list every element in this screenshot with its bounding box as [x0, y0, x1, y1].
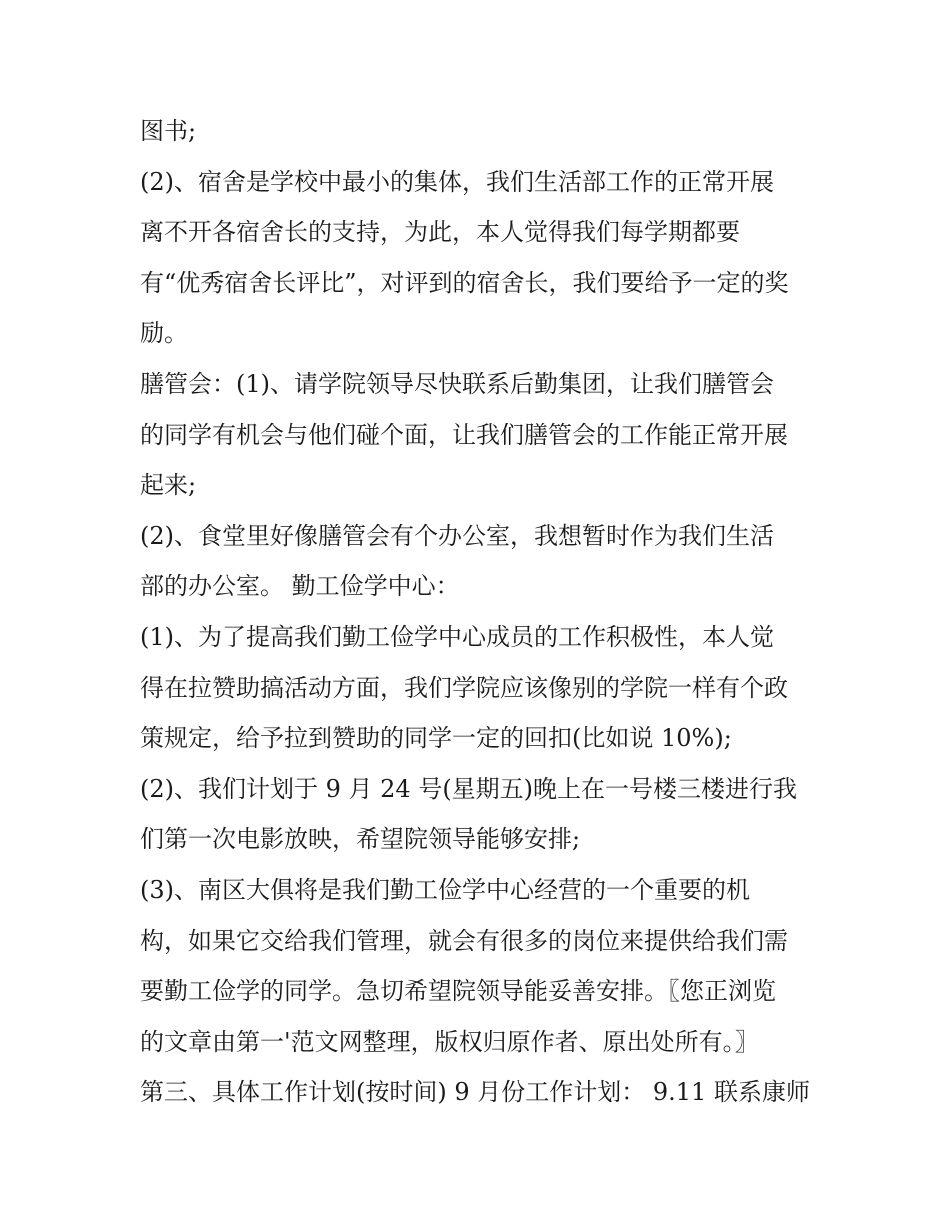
text-line: 有“优秀宿舍长评比”，对评到的宿舍长，我们要给予一定的奖 [140, 268, 789, 297]
text-line: (1)、为了提高我们勤工俭学中心成员的工作积极性，本人觉 [140, 622, 774, 651]
text-line: 图书; [140, 117, 197, 145]
text-line: 的文章由第一'范文网整理，版权归原作者、原出处所有。〗 [140, 1027, 759, 1056]
document-body [140, 106, 820, 1118]
text-line: 第三、具体工作计划(按时间) 9 月份工作计划： 9.11 联系康师 [140, 1078, 810, 1107]
text-line: (2)、宿舍是学校中最小的集体，我们生活部工作的正常开展 [140, 167, 774, 196]
text-line: 起来; [140, 471, 197, 500]
text-line: 要勤工俭学的同学。急切希望院领导能妥善安排。〖您正浏览 [140, 977, 776, 1006]
text-line: 励。 [140, 319, 188, 348]
text-line: 们第一次电影放映，希望院领导能够安排; [140, 825, 581, 854]
text-line: 得在拉赞助搞活动方面，我们学院应该像别的学院一样有个政 [140, 673, 788, 702]
text-line: 的同学有机会与他们碰个面，让我们膳管会的工作能正常开展 [140, 420, 788, 449]
text-line: (2)、我们计划于 9 月 24 号(星期五)晚上在一号楼三楼进行我 [140, 774, 798, 803]
text-line: 离不开各宿舍长的支持，为此，本人觉得我们每学期都要 [140, 218, 740, 247]
text-line: 构，如果它交给我们管理，就会有很多的岗位来提供给我们需 [140, 926, 788, 955]
text-line: (2)、食堂里好像膳管会有个办公室，我想暂时作为我们生活 [140, 521, 774, 550]
text-line: 膳管会：(1)、请学院领导尽快联系后勤集团，让我们膳管会 [140, 369, 774, 398]
text-line: 部的办公室。 勤工俭学中心： [140, 572, 460, 601]
text-line: 策规定，给予拉到赞助的同学一定的回扣(比如说 10%); [140, 724, 732, 753]
text-line: (3)、南区大俱将是我们勤工俭学中心经营的一个重要的机 [140, 875, 750, 904]
